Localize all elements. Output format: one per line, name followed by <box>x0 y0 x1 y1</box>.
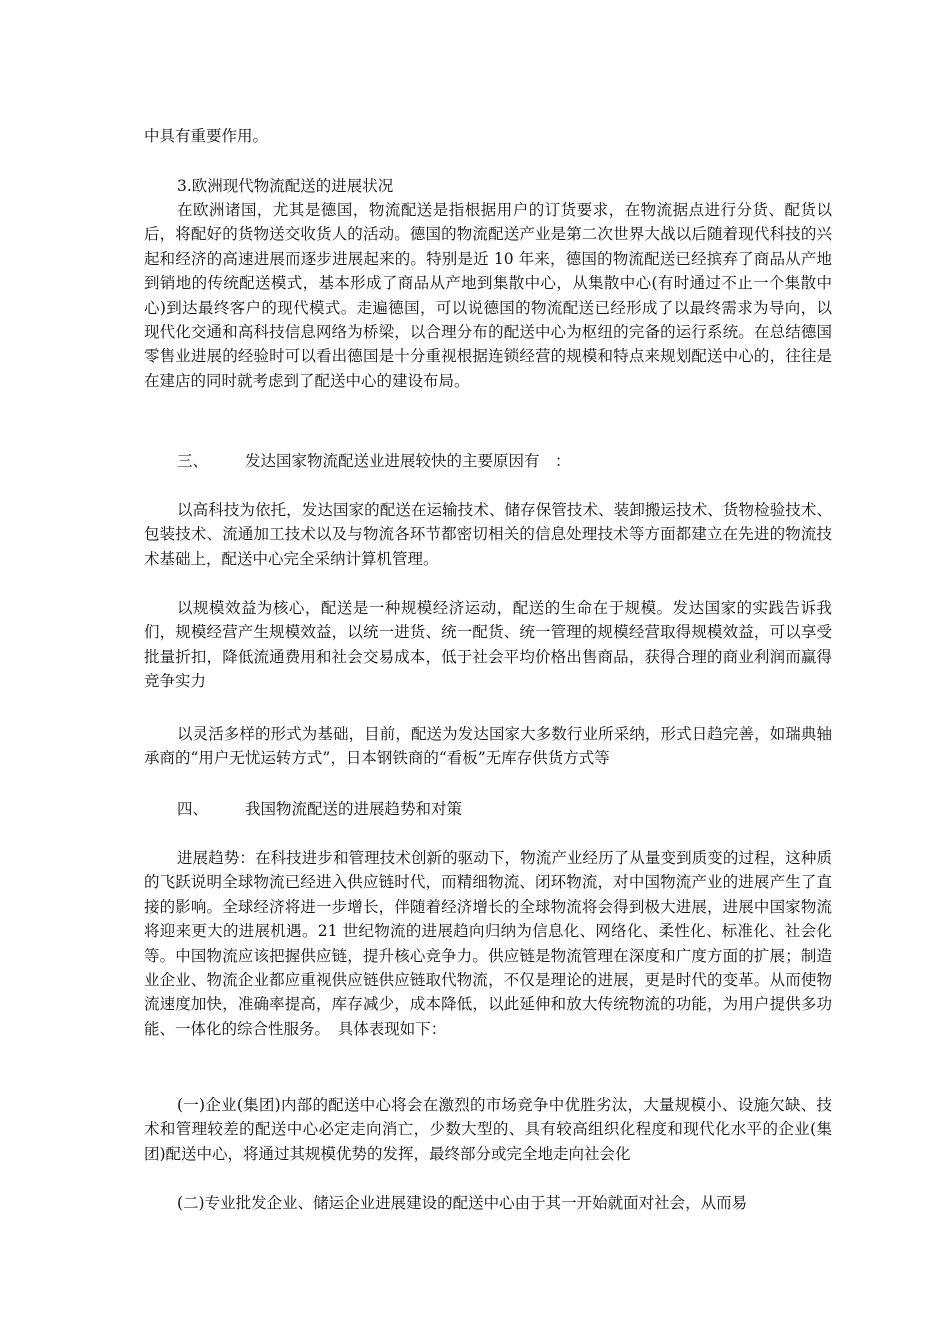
paragraph-continued: 中具有重要作用。 <box>144 127 269 145</box>
heading-4-number: 四、 <box>177 800 209 818</box>
heading-3 <box>177 449 571 473</box>
paragraph-forms: 以灵活多样的形式为基础，目前，配送为发达国家大多数行业所采纳，形式日趋完善，如瑞典轴承商的“用户无忧运转方式”，日本钢铁商的“看板”无库存供货方式等 <box>144 725 832 768</box>
paragraph-technology: 以高科技为依托，发达国家的配送在运输技术、储存保管技术、装卸搬运技术、货物检验技术、包装技术、流通加工技术以及与物流各环节都密切相关的信息处理技术等方面都建立在先进的物流技术基础上，配送中心完全采纳计算机管理。 <box>144 501 832 568</box>
paragraph-scale: 以规模效益为核心，配送是一种规模经济运动，配送的生命在于规模。发达国家的实践告诉我们，规模经营产生规模效益，以统一进货、统一配货、统一管理的规模经营取得规模效益，可以享受批量折扣，降低流通费用和社会交易成本，低于社会平均价格出售商品，获得合理的商业利润而赢得竞争实力 <box>144 599 832 691</box>
paragraph-trend: 进展趋势：在科技进步和管理技术创新的驱动下，物流产业经历了从量变到质变的过程，这种质的飞跃说明全球物流已经进入供应链时代，而精细物流、闭环物流，对中国物流产业的进展产生了直接的影响。全球经济将进一步增长，伴随着经济增长的全球物流将会得到极大进展，进展中国家物流将迎来更大的进展机遇。21 世纪物流的进展趋向归纳为信息化、网络化、柔性化、标准化、社会化等。中国物流应该把握供应链，提升核心竞争力。供应链是物流管理在深度和广度方面的扩展；制造业企业、物流企业都应重视供应链供应链取代物流，不仅是理论的进展，更是时代的变革。从而使物流速度加快，准确率提高，库存减少，成本降低，以此延伸和放大传统物流的功能，为用户提供多功能、一体化的综合性服务。 具体表现如下： <box>144 849 832 1038</box>
heading-4 <box>177 797 462 821</box>
section-3-body: 在欧洲诸国，尤其是德国，物流配送是指根据用户的订货要求，在物流据点进行分货、配货以后，将配好的货物送交收货人的活动。德国的物流配送产业是第二次世界大战以后随着现代科技的兴起和经济的高速进展而逐步进展起来的。特别是近 10 年来，德国的物流配送已经摈弃了商品从产地到销地的传统配送模式，基本形成了商品从产地到集散中心，从集散中心(有时通过不止一个集散中心)到达最终客户的现代模式。走遍德国，可以说德国的物流配送已经形成了以最终需求为导向，以现代化交通和高科技信息网络为桥梁，以合理分布的配送中心为枢纽的完备的运行系统。在总结德国零售业进展的经验时可以看出德国是十分重视根据连锁经营的规模和特点来规划配送中心的，往往是在建店的同时就考虑到了配送中心的建设布局。 <box>144 201 832 390</box>
heading-4-title: 我国物流配送的进展趋势和对策 <box>245 800 463 818</box>
section-3-title: 3.欧洲现代物流配送的进展状况 <box>177 177 394 195</box>
heading-3-number: 三、 <box>177 452 209 470</box>
heading-3-title: 发达国家物流配送业进展较快的主要原因有 ： <box>245 452 571 470</box>
paragraph-item-2: (二)专业批发企业、储运企业进展建设的配送中心由于其一开始就面对社会，从而易 <box>177 1194 748 1212</box>
paragraph-item-1: (一)企业(集团)内部的配送中心将会在激烈的市场竞争中优胜劣汰，大量规模小、设施欠缺、技术和管理较差的配送中心必定走向消亡，少数大型的、具有较高组织化程度和现代化水平的企业(集团)配送中心，将通过其规模优势的发挥，最终部分或完全地走向社会化 <box>144 1096 832 1163</box>
